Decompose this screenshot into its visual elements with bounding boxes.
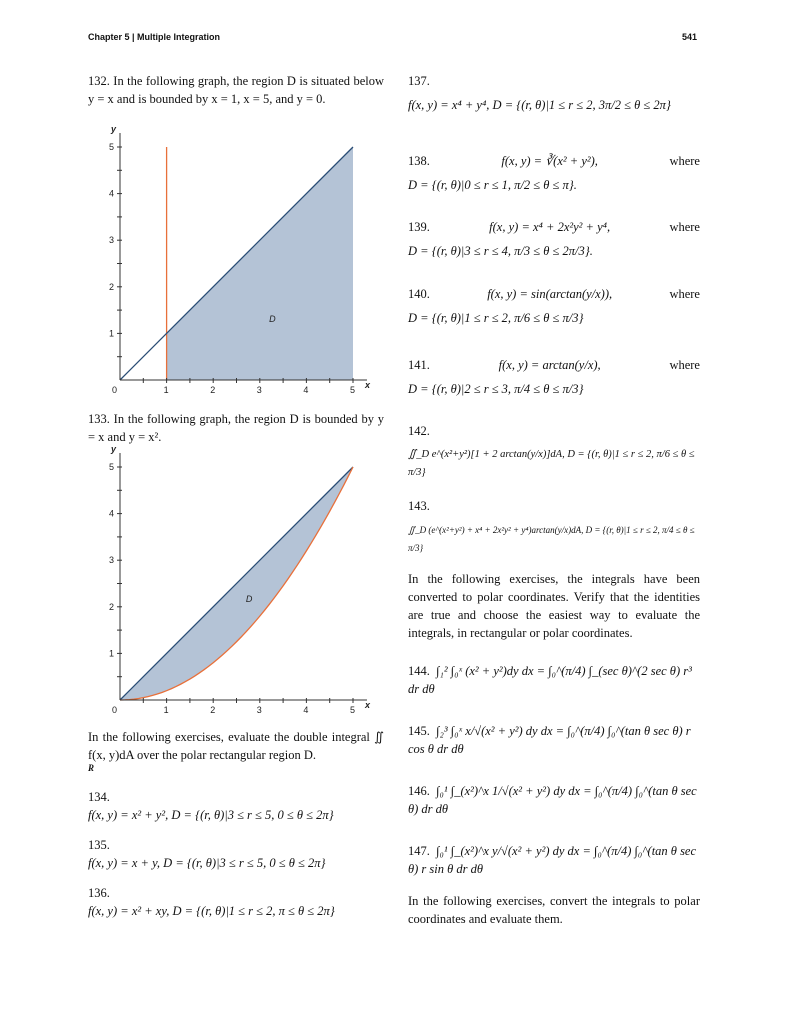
exercise-formula: ∬_D (e^(x²+y²) + x⁴ + 2x²y² + y⁴)arctan(y/x)dA, D = {(r, θ)|1 ≤ r ≤ 2, π/4 ≤ θ ≤ π/3}	[408, 525, 695, 553]
region-d	[167, 147, 353, 380]
x-tick-label: 4	[303, 385, 309, 395]
y-tick-label: 2	[109, 601, 115, 612]
exercise-number: 146.	[408, 784, 430, 798]
exercise-number: 147.	[408, 844, 430, 858]
page-number: 541	[682, 32, 698, 42]
region-subscript: R	[88, 763, 95, 773]
instructions-verify: In the following exercises, the integrals have been converted to polar coordinates. Verify that the identities are true and choose the easiest way to evaluate the integrals, in rectangular or polar coordinates.	[408, 572, 700, 640]
exercise-140	[408, 285, 700, 327]
exercise-domain: D = {(r, θ)|0 ≤ r ≤ 1, π/2 ≤ θ ≤ π}.	[408, 178, 577, 192]
x-tick-label: 0	[112, 705, 118, 715]
x-tick-label: 5	[350, 705, 356, 715]
exercise-135	[88, 836, 384, 872]
x-tick-label: 4	[303, 705, 309, 715]
y-tick-label: 3	[109, 555, 115, 566]
region-label: D	[245, 594, 253, 605]
x-tick-label: 1	[163, 705, 169, 715]
x-axis-label: x	[364, 380, 370, 390]
exercise-number: 143.	[408, 499, 430, 513]
y-tick-label: 5	[109, 462, 115, 472]
line-y-equals-x	[120, 467, 353, 700]
exercise-147	[408, 842, 700, 878]
exercise-132: 132. In the following graph, the region D is situated below y = x and is bounded by x = 1, x = 5, and y = 0.	[88, 74, 384, 106]
exercise-formula: f(x, y) = x + y, D = {(r, θ)|3 ≤ r ≤ 5, 0 ≤ θ ≤ 2π}	[88, 856, 326, 870]
exercise-number: 141.	[408, 358, 430, 372]
exercise-number: 137.	[408, 74, 430, 88]
exercise-formula: f(x, y) = x² + y², D = {(r, θ)|3 ≤ r ≤ 5, 0 ≤ θ ≤ 2π}	[88, 808, 334, 822]
exercise-domain: D = {(r, θ)|2 ≤ r ≤ 3, π/4 ≤ θ ≤ π/3}	[408, 382, 584, 396]
instructions-convert: In the following exercises, convert the integrals to polar coordinates and evaluate them.	[408, 894, 700, 926]
exercise-number: 139.	[408, 220, 430, 234]
exercise-formula: f(x, y) = sin(arctan(y/x)),	[487, 287, 613, 301]
exercise-formula: f(x, y) = x⁴ + 2x²y² + y⁴,	[489, 220, 611, 234]
instructions-polar-integral	[88, 728, 384, 773]
instructions-text: In the following exercises, evaluate the double integral ∬ f(x, y)dA over the polar rectangular region D.	[88, 730, 384, 762]
exercise-146	[408, 782, 700, 818]
exercise-number: 136.	[88, 886, 110, 900]
x-tick-label: 2	[210, 385, 216, 395]
x-tick-label: 3	[256, 385, 262, 395]
where-label: where	[669, 154, 700, 168]
exercise-domain: D = {(r, θ)|1 ≤ r ≤ 2, π/6 ≤ θ ≤ π/3}	[408, 311, 584, 325]
exercise-number: 138.	[408, 154, 430, 168]
graph-133	[100, 444, 380, 715]
y-axis-label: y	[111, 124, 117, 135]
exercise-145	[408, 722, 700, 758]
exercise-134	[88, 788, 384, 824]
where-label: where	[669, 287, 700, 301]
exercise-141	[408, 356, 700, 398]
exercise-number: 145.	[408, 724, 430, 738]
exercise-formula: f(x, y) = x⁴ + y⁴, D = {(r, θ)|1 ≤ r ≤ 2, 3π/2 ≤ θ ≤ 2π}	[408, 98, 671, 112]
where-label: where	[669, 220, 700, 234]
exercise-number: 135.	[88, 838, 110, 852]
region-label: D	[269, 313, 276, 324]
y-axis-label: y	[111, 444, 117, 455]
x-tick-label: 3	[256, 705, 262, 715]
x-tick-label: 1	[163, 385, 169, 395]
exercise-formula: ∫₁² ∫₀ˣ (x² + y²)dy dx = ∫₀^(π/4) ∫_(sec θ)^(2 sec θ) r³ dr dθ	[408, 664, 692, 696]
x-axis-label: x	[364, 700, 370, 710]
x-tick-label: 5	[350, 385, 356, 395]
exercise-number: 134.	[88, 790, 110, 804]
exercise-138	[408, 152, 700, 194]
y-tick-label: 3	[109, 235, 115, 246]
exercise-144	[408, 662, 700, 698]
y-tick-label: 1	[109, 328, 115, 339]
where-label: where	[669, 358, 700, 372]
exercise-formula: ∬_D e^(x²+y²)[1 + 2 arctan(y/x)]dA, D = {(r, θ)|1 ≤ r ≤ 2, π/6 ≤ θ ≤ π/3}	[408, 449, 695, 478]
exercise-formula: ∫₀¹ ∫_(x²)^x 1/√(x² + y²) dy dx = ∫₀^(π/4) ∫₀^(tan θ sec θ) dr dθ	[408, 784, 697, 816]
exercise-142	[408, 422, 700, 482]
exercise-number: 140.	[408, 287, 430, 301]
x-tick-label: 2	[210, 705, 216, 715]
x-tick-label: 0	[112, 385, 118, 395]
exercise-143	[408, 497, 700, 557]
exercise-number: 144.	[408, 664, 430, 678]
exercise-number: 142.	[408, 424, 430, 438]
exercise-domain: D = {(r, θ)|3 ≤ r ≤ 4, π/3 ≤ θ ≤ 2π/3}.	[408, 244, 593, 258]
y-tick-label: 2	[109, 281, 115, 292]
y-tick-label: 4	[109, 508, 115, 519]
exercise-formula: f(x, y) = x² + xy, D = {(r, θ)|1 ≤ r ≤ 2, π ≤ θ ≤ 2π}	[88, 904, 335, 918]
exercise-formula: ∫₀¹ ∫_(x²)^x y/√(x² + y²) dy dx = ∫₀^(π/4) ∫₀^(tan θ sec θ) r sin θ dr dθ	[408, 844, 697, 876]
exercise-formula: f(x, y) = ∛(x² + y²),	[501, 154, 598, 168]
chapter-header: Chapter 5 | Multiple Integration	[88, 32, 221, 42]
exercise-136	[88, 884, 384, 920]
exercise-formula: ∫₂³ ∫₀ˣ x/√(x² + y²) dy dx = ∫₀^(π/4) ∫₀^(tan θ sec θ) r cos θ dr dθ	[408, 724, 691, 756]
exercise-137	[408, 72, 700, 114]
exercise-formula: f(x, y) = arctan(y/x),	[498, 358, 601, 372]
graph-132	[100, 124, 380, 395]
y-tick-label: 1	[109, 648, 115, 659]
y-tick-label: 5	[109, 142, 115, 152]
exercise-139	[408, 218, 700, 260]
exercise-133: 133. In the following graph, the region D is bounded by y = x and y = x².	[88, 412, 384, 444]
y-tick-label: 4	[109, 188, 115, 199]
